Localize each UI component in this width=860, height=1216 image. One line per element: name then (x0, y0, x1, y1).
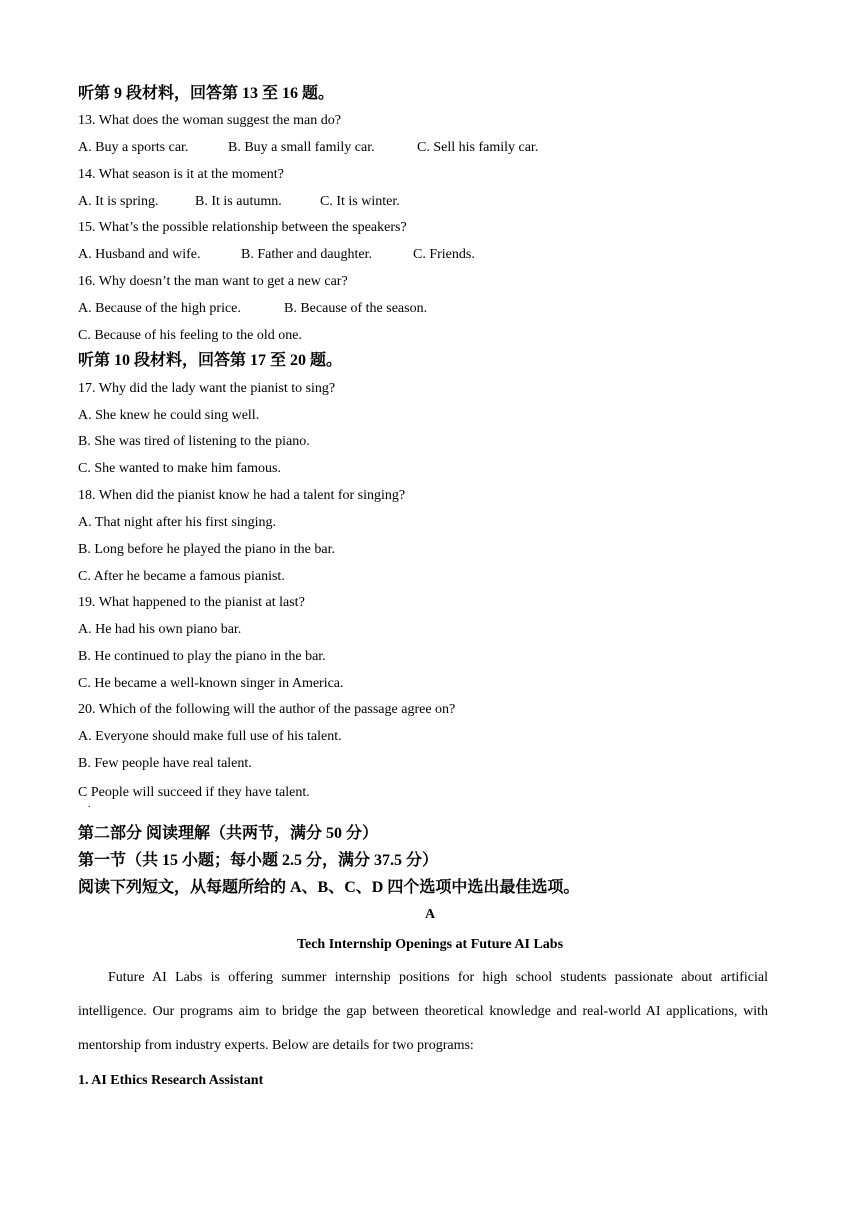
question-17-stem: 17. Why did the lady want the pianist to sing? (78, 381, 336, 396)
option-c: C. He became a well-known singer in America. (78, 676, 344, 691)
passage-title: Tech Internship Openings at Future AI Labs (296, 937, 564, 952)
option-a: A. Because of the high price. (78, 301, 241, 316)
question-13-stem: 13. What does the woman suggest the man do? (78, 113, 341, 128)
option-b: B. She was tired of listening to the piano. (78, 434, 310, 449)
question-14-stem: 14. What season is it at the moment? (78, 167, 284, 182)
option-c: C. It is winter. (320, 194, 400, 209)
section-9-heading: 听第 9 段材料，回答第 13 至 16 题。 (78, 85, 335, 102)
passage-letter: A (424, 907, 436, 922)
question-18-stem: 18. When did the pianist know he had a talent for singing? (78, 488, 406, 503)
option-c: C. Because of his feeling to the old one. (78, 328, 302, 343)
option-a: A. That night after his first singing. (78, 515, 277, 530)
passage-paragraph (78, 961, 768, 1063)
question-15-stem: 15. What’s the possible relationship between the speakers? (78, 220, 407, 235)
option-b: B. It is autumn. (195, 194, 282, 209)
option-c: C. Sell his family car. (417, 140, 539, 155)
question-16-stem: 16. Why doesn’t the man want to get a new car? (78, 274, 348, 289)
part-2-heading: 第二部分 阅读理解（共两节，满分 50 分） (78, 825, 379, 842)
option-a: A. Husband and wife. (78, 247, 201, 262)
question-14-options (78, 193, 400, 211)
option-b: B. Buy a small family car. (228, 140, 375, 155)
instructions: 阅读下列短文，从每题所给的 A、B、C、D 四个选项中选出最佳选项。 (78, 879, 580, 896)
section-1-heading: 第一节（共 15 小题；每小题 2.5 分，满分 37.5 分） (78, 852, 439, 869)
option-b: B. Long before he played the piano in the bar. (78, 542, 335, 557)
option-a: A. She knew he could sing well. (78, 408, 260, 423)
option-b: B. Father and daughter. (241, 247, 373, 262)
option-a: A. It is spring. (78, 194, 159, 209)
option-c: C. Friends. (413, 247, 475, 262)
stray-dot: . (88, 799, 91, 810)
question-16-options (78, 300, 427, 318)
option-a: A. He had his own piano bar. (78, 622, 242, 637)
question-13-options (78, 139, 538, 157)
section-10-heading: 听第 10 段材料，回答第 17 至 20 题。 (78, 352, 343, 369)
option-a: A. Everyone should make full use of his talent. (78, 729, 342, 744)
question-15-options (78, 246, 475, 264)
option-c: C. She wanted to make him famous. (78, 461, 281, 476)
option-b: B. Few people have real talent. (78, 756, 252, 771)
option-c: C. After he became a famous pianist. (78, 569, 285, 584)
option-b: B. Because of the season. (284, 301, 428, 316)
program-1-title: 1. AI Ethics Research Assistant (78, 1073, 264, 1088)
option-a: A. Buy a sports car. (78, 140, 189, 155)
option-b: B. He continued to play the piano in the bar. (78, 649, 326, 664)
option-c: C People will succeed if they have talent. (78, 785, 310, 800)
question-20-stem: 20. Which of the following will the author of the passage agree on? (78, 702, 456, 717)
passage-body-text: Future AI Labs is offering summer internship positions for high school students passionate about artificial intelligence. Our programs aim to bridge the gap between theoretical knowledge and real-world AI applications, with mentorship from industry experts. Below are details for two programs: (78, 970, 768, 1053)
question-19-stem: 19. What happened to the pianist at last? (78, 595, 305, 610)
